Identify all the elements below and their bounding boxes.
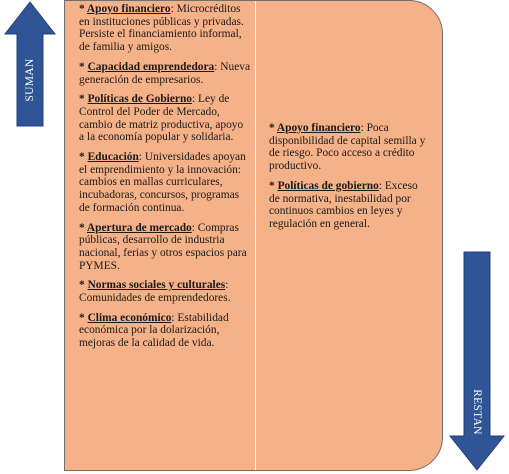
- factors-panel: [64, 0, 443, 471]
- restan-item-heading: [269, 122, 364, 134]
- suman-item-description: Compras públicas, desarrollo de industria nacional, ferias y otros espacios para PYMES.: [79, 221, 247, 272]
- bullet-star: *: [79, 221, 85, 234]
- restan-item-name: Apoyo financiero: [276, 122, 361, 134]
- restan-item: [269, 180, 431, 231]
- suman-item-name: Apoyo financiero: [86, 3, 171, 15]
- suman-item-description: Comunidades de emprendedores.: [79, 292, 231, 305]
- suman-item-heading: [79, 312, 175, 324]
- bullet-star: *: [269, 122, 275, 134]
- suman-label: SUMAN: [24, 58, 36, 102]
- suman-item-heading: [79, 279, 228, 291]
- suman-item: [79, 3, 251, 54]
- suman-item-name: Normas sociales y culturales: [87, 279, 226, 292]
- bullet-star: *: [79, 60, 85, 73]
- suman-item: [79, 222, 251, 273]
- suman-item-name: Apertura de mercado: [86, 221, 192, 234]
- restan-item: [269, 122, 431, 173]
- suman-item-description: Universidades apoyan el emprendimiento y la innovación: cambios en mallas curriculares, incubadoras, concursos, programas de formación continua.: [79, 151, 246, 214]
- separator: :: [378, 179, 382, 192]
- suman-item-description: Estabilidad económica por la dolarización, mejoras de la calidad de vida.: [79, 311, 229, 350]
- suman-arrow: [3, 0, 57, 128]
- suman-item-name: Clima económico: [87, 311, 172, 324]
- restan-arrow: [448, 250, 506, 472]
- separator: :: [214, 60, 218, 73]
- suman-item: [79, 151, 251, 215]
- suman-item-heading: [79, 3, 174, 15]
- bullet-star: *: [79, 93, 85, 106]
- bullet-star: *: [79, 3, 85, 15]
- suman-item: [79, 61, 251, 86]
- restan-label: RESTAN: [471, 389, 483, 435]
- suman-item: [79, 312, 251, 350]
- suman-item-name: Políticas de Gobierno: [87, 93, 192, 106]
- suman-item-name: Capacidad emprendedora: [87, 60, 215, 73]
- suman-column: [79, 3, 251, 357]
- suman-item-description: Ley de Control del Poder de Mercado, cambio de matriz productiva, apoyo a la economía popular y solidaria.: [79, 93, 244, 144]
- separator: :: [170, 3, 174, 15]
- separator: :: [191, 221, 195, 234]
- suman-list: [79, 3, 251, 350]
- restan-item-name: Políticas de gobierno: [277, 179, 379, 192]
- restan-list: [269, 122, 431, 231]
- suman-item-heading: [79, 222, 195, 234]
- suman-item-description: Microcréditos en instituciones públicas y privadas. Persiste el financiamiento informal, de familia y amigos.: [79, 3, 244, 54]
- suman-item: [79, 279, 251, 304]
- restan-item-description: Poca disponibilidad de capital semilla y de riesgo. Poco acceso a crédito productivo.: [269, 122, 426, 173]
- separator: :: [171, 311, 175, 324]
- column-divider: [255, 1, 256, 470]
- restan-item-description: Exceso de normativa, inestabilidad por continuos cambios en leyes y regulación en general.: [269, 179, 418, 230]
- separator: :: [225, 279, 229, 292]
- bullet-star: *: [79, 151, 85, 164]
- suman-item-heading: [79, 151, 142, 163]
- separator: :: [138, 151, 143, 164]
- restan-item-heading: [269, 180, 382, 192]
- suman-item: [79, 93, 251, 144]
- suman-item-description: Nueva generación de empresarios.: [79, 60, 251, 86]
- separator: :: [360, 122, 364, 134]
- separator: :: [191, 93, 196, 106]
- bullet-star: *: [79, 311, 85, 324]
- restan-column: [269, 122, 431, 238]
- bullet-star: *: [79, 279, 85, 292]
- suman-item-name: Educación: [87, 151, 139, 164]
- suman-item-heading: [79, 93, 195, 105]
- down-arrow-icon: [448, 250, 506, 472]
- bullet-star: *: [269, 179, 275, 192]
- suman-item-heading: [79, 61, 217, 73]
